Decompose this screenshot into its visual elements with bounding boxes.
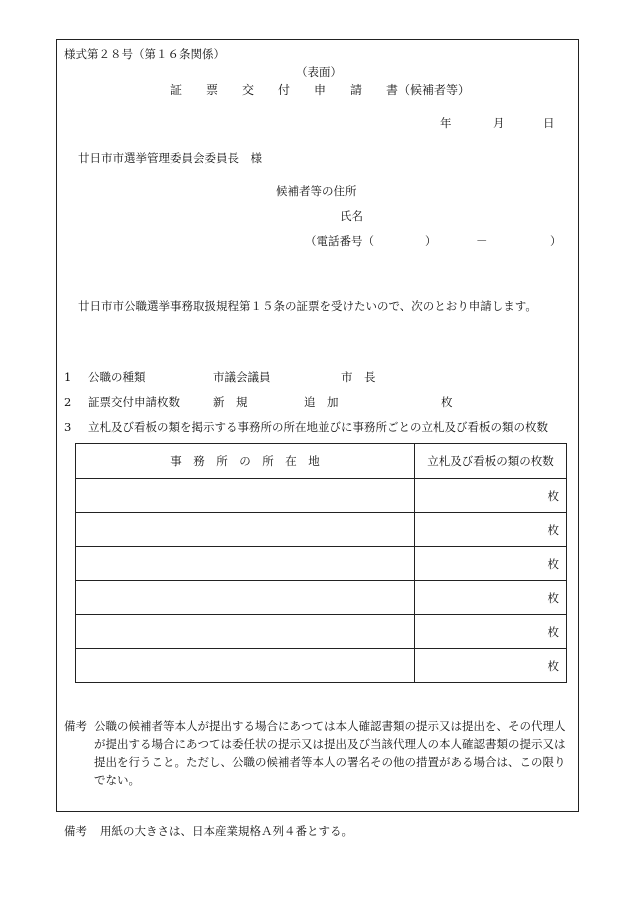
header-count: 立札及び看板の類の枚数 [415,444,567,479]
applicant-phone-close: ） [425,234,437,248]
count-cell[interactable]: 枚 [415,547,567,581]
count-cell[interactable]: 枚 [415,649,567,683]
table-row [76,581,567,615]
count-cell[interactable]: 枚 [415,581,567,615]
item-1-option-mayor: 市 長 [341,370,376,384]
item-2-sheet-unit: 枚 [441,395,453,409]
form-title: 証 票 交 付 申 請 書（候補者等） [170,83,471,97]
remarks-outer-label: 備考 [64,824,87,838]
location-cell[interactable] [76,479,415,513]
item-3-label: 立札及び看板の類を掲示する事務所の所在地並びに事務所ごとの立札及び看板の類の枚数 [88,420,548,434]
location-cell[interactable] [76,581,415,615]
applicant-phone-end: ） [550,234,562,248]
date-day-label: 日 [543,116,555,130]
office-table [75,443,567,683]
item-1-label: 公職の種類 [88,370,146,384]
side-label: （表面） [296,65,342,79]
form-number: 様式第２８号（第１６条関係） [64,47,225,61]
applicant-phone-label: （電話番号（ [305,234,374,248]
item-2-new-label: 新 規 [213,395,248,409]
table-row [76,547,567,581]
item-1-option-city-council: 市議会議員 [213,370,271,384]
addressee: 廿日市市選挙管理委員会委員長 様 [78,151,262,165]
header-location: 事 務 所 の 所 在 地 [76,444,415,479]
location-cell[interactable] [76,649,415,683]
item-1-number: 1 [64,370,72,384]
applicant-address-label: 候補者等の住所 [276,184,357,198]
count-cell[interactable]: 枚 [415,513,567,547]
location-cell[interactable] [76,615,415,649]
count-cell[interactable]: 枚 [415,615,567,649]
remarks-outer-text: 用紙の大きさは、日本産業規格Ａ列４番とする。 [100,824,353,838]
statement: 廿日市市公職選挙事務取扱規程第１５条の証票を受けたいので、次のとおり申請します。 [78,299,537,313]
table-row [76,615,567,649]
table-row [76,479,567,513]
location-cell[interactable] [76,547,415,581]
remarks-inner-label: 備考 [64,719,87,733]
item-3-number: 3 [64,420,72,434]
remarks-inner-text: 公職の候補者等本人が提出する場合にあつては本人確認書類の提示又は提出を、その代理人が提出する場合にあつては委任状の提示又は提出及び当該代理人の本人確認書類の提示又は提出を行うこと。ただし、公職の候補者等本人の署名その他の措置がある場合は、この限りでない。 [94,719,566,787]
location-cell[interactable] [76,513,415,547]
table-row [76,649,567,683]
count-cell[interactable]: 枚 [415,479,567,513]
table-row [76,513,567,547]
date-month-label: 月 [493,116,505,130]
applicant-phone-dash: － [476,234,488,248]
applicant-name-label: 氏名 [340,209,363,223]
date-year-label: 年 [440,116,452,130]
office-table-header [76,444,567,479]
item-2-number: 2 [64,395,72,409]
item-2-label: 証票交付申請枚数 [88,395,180,409]
item-2-additional-label: 追 加 [304,395,339,409]
